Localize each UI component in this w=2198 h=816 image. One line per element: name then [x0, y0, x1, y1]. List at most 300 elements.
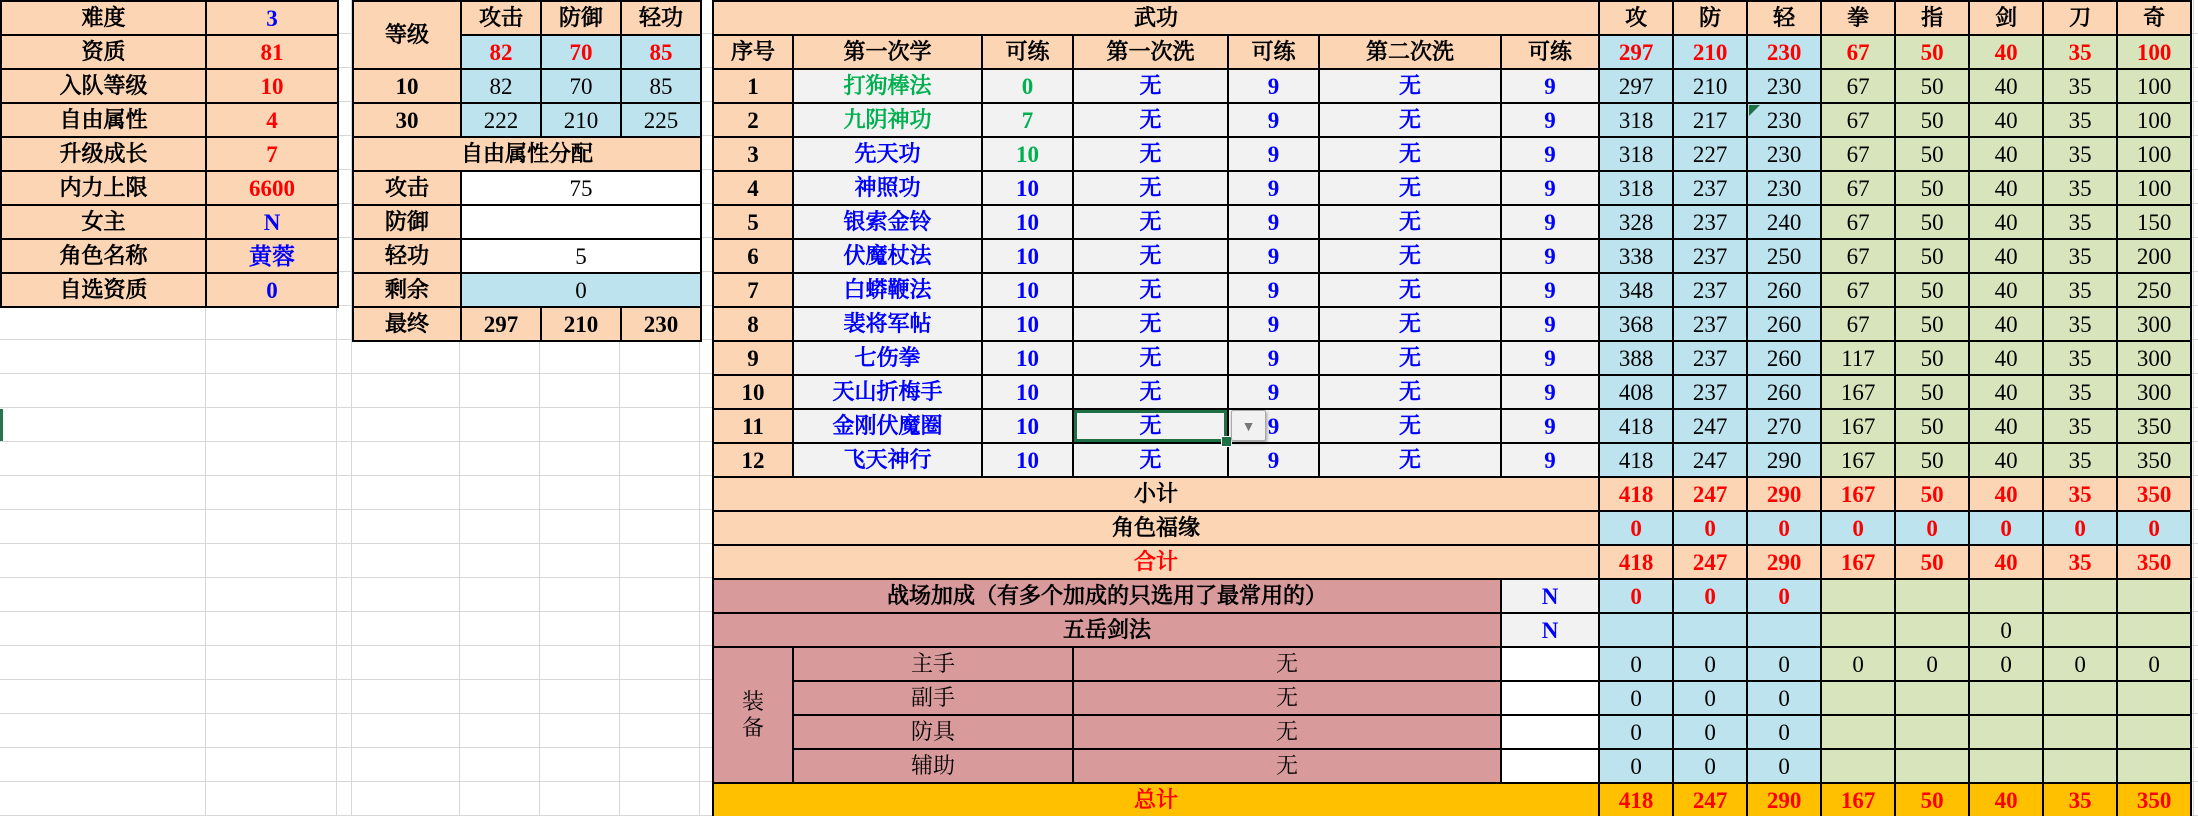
stat-value-cell[interactable]: 0 [1599, 681, 1673, 715]
stat-value-cell[interactable]: 338 [1599, 239, 1673, 273]
stat-value-cell[interactable]: 230 [1747, 69, 1821, 103]
stat-value-cell[interactable]: 0 [1599, 579, 1673, 613]
stat-value-cell[interactable]: 350 [2117, 477, 2191, 511]
alloc-value-cell[interactable] [461, 205, 701, 239]
stat-value-cell[interactable]: 35 [2043, 35, 2117, 69]
stat-value-cell[interactable]: 50 [1895, 171, 1969, 205]
second-wash-cell[interactable]: 无 [1319, 69, 1501, 103]
stat-value-cell[interactable]: 260 [1747, 307, 1821, 341]
stat-value-cell[interactable]: 0 [1821, 647, 1895, 681]
martial-art-name-cell[interactable]: 伏魔杖法 [793, 239, 982, 273]
martial-art-name-cell[interactable]: 金刚伏魔圈 [793, 409, 982, 443]
stat-value-cell[interactable]: 368 [1599, 307, 1673, 341]
stat-value-cell[interactable]: 247 [1673, 545, 1747, 579]
equipment-value-cell[interactable]: 无 [1073, 647, 1501, 681]
stat-value-cell[interactable]: 230 [1747, 137, 1821, 171]
stat-value-cell[interactable]: 50 [1895, 239, 1969, 273]
row-seq: 8 [713, 307, 793, 341]
stat-value-cell[interactable]: 250 [1747, 239, 1821, 273]
stat-value-cell[interactable]: 300 [2117, 307, 2191, 341]
stat-value-cell[interactable]: 0 [1673, 647, 1747, 681]
stat-value-cell[interactable]: 418 [1599, 443, 1673, 477]
trainable-cell[interactable]: 10 [982, 307, 1073, 341]
trainable-cell[interactable]: 9 [1501, 409, 1599, 443]
second-wash-cell[interactable]: 无 [1319, 375, 1501, 409]
martial-art-name-cell[interactable]: 白蟒鞭法 [793, 273, 982, 307]
stat-value-cell[interactable]: 230 [1747, 103, 1821, 137]
stat-value-cell[interactable]: 0 [1747, 579, 1821, 613]
stat-value-cell[interactable]: 40 [1969, 239, 2043, 273]
stat-value-cell[interactable]: 297 [1599, 69, 1673, 103]
stat-value-cell[interactable]: 388 [1599, 341, 1673, 375]
stat-value-cell[interactable] [1969, 579, 2043, 613]
info-value-cell[interactable]: 6600 [206, 171, 338, 205]
trainable-cell[interactable]: 7 [982, 103, 1073, 137]
battlefield-flag-cell[interactable]: N [1501, 579, 1599, 613]
stat-value-cell[interactable] [2043, 681, 2117, 715]
stat-value-cell[interactable]: 0 [2043, 647, 2117, 681]
trainable-cell[interactable]: 9 [1228, 443, 1319, 477]
stat-value-cell[interactable]: 40 [1969, 409, 2043, 443]
stat-value-cell[interactable]: 67 [1821, 69, 1895, 103]
trainable-cell[interactable]: 10 [982, 443, 1073, 477]
stat-value-cell[interactable] [1821, 749, 1895, 783]
stat-value-cell[interactable]: 328 [1599, 205, 1673, 239]
trainable-cell[interactable]: 9 [1228, 103, 1319, 137]
first-wash-cell[interactable]: 无 [1073, 103, 1228, 137]
stat-value-cell[interactable] [1969, 681, 2043, 715]
stat-value-cell[interactable]: 237 [1673, 171, 1747, 205]
stat-value-cell[interactable]: 50 [1895, 35, 1969, 69]
stat-value-cell[interactable]: 350 [2117, 409, 2191, 443]
stat-value-cell[interactable]: 100 [2117, 69, 2191, 103]
stat-value-cell[interactable] [2117, 681, 2191, 715]
attr-growth-value-cell[interactable]: 82 [461, 69, 541, 103]
stat-value-cell[interactable]: 0 [1673, 749, 1747, 783]
stat-value-cell[interactable]: 230 [1747, 35, 1821, 69]
trainable-cell[interactable]: 9 [1228, 341, 1319, 375]
stat-value-cell[interactable]: 35 [2043, 477, 2117, 511]
stat-value-cell[interactable]: 237 [1673, 375, 1747, 409]
trainable-cell[interactable]: 9 [1501, 375, 1599, 409]
first-wash-cell[interactable]: 无 [1073, 273, 1228, 307]
stat-value-cell[interactable]: 250 [2117, 273, 2191, 307]
stat-value-cell[interactable]: 0 [1969, 647, 2043, 681]
first-wash-cell[interactable]: 无 [1073, 341, 1228, 375]
stat-value-cell[interactable] [2043, 749, 2117, 783]
stat-value-cell[interactable]: 67 [1821, 273, 1895, 307]
trainable-cell[interactable]: 10 [982, 273, 1073, 307]
info-value-cell[interactable]: 0 [206, 273, 338, 307]
stat-value-cell[interactable]: 67 [1821, 205, 1895, 239]
info-value-cell[interactable]: 7 [206, 137, 338, 171]
stat-value-cell[interactable] [2117, 749, 2191, 783]
stat-value-cell[interactable]: 150 [2117, 205, 2191, 239]
stat-value-cell[interactable] [1821, 715, 1895, 749]
stat-value-cell[interactable]: 50 [1895, 103, 1969, 137]
trainable-cell[interactable]: 9 [1228, 69, 1319, 103]
trainable-cell[interactable]: 9 [1501, 443, 1599, 477]
second-wash-cell[interactable]: 无 [1319, 137, 1501, 171]
stat-value-cell[interactable]: 348 [1599, 273, 1673, 307]
stat-value-cell[interactable]: 0 [1599, 749, 1673, 783]
stat-value-cell[interactable]: 35 [2043, 545, 2117, 579]
trainable-cell[interactable]: 9 [1501, 341, 1599, 375]
stat-value-cell[interactable] [2117, 579, 2191, 613]
stat-value-cell[interactable]: 167 [1821, 375, 1895, 409]
stat-value-cell[interactable]: 40 [1969, 273, 2043, 307]
stat-value-cell[interactable]: 247 [1673, 443, 1747, 477]
trainable-cell[interactable]: 9 [1228, 307, 1319, 341]
first-wash-cell[interactable]: 无 [1073, 137, 1228, 171]
stat-value-cell[interactable] [1969, 749, 2043, 783]
second-wash-cell[interactable]: 无 [1319, 409, 1501, 443]
stat-value-cell[interactable]: 40 [1969, 205, 2043, 239]
first-wash-cell[interactable]: 无 [1073, 69, 1228, 103]
stat-value-cell[interactable]: 200 [2117, 239, 2191, 273]
first-wash-cell[interactable]: 无 [1073, 239, 1228, 273]
stat-value-cell[interactable]: 50 [1895, 783, 1969, 816]
trainable-cell[interactable]: 10 [982, 341, 1073, 375]
stat-value-cell[interactable]: 418 [1599, 409, 1673, 443]
equipment-value-cell[interactable]: 无 [1073, 749, 1501, 783]
stat-value-cell[interactable]: 350 [2117, 443, 2191, 477]
stat-col-header: 拳 [1821, 1, 1895, 35]
stat-value-cell[interactable]: 100 [2117, 171, 2191, 205]
stat-value-cell[interactable]: 0 [1599, 647, 1673, 681]
stat-value-cell[interactable]: 0 [1747, 681, 1821, 715]
final-value-cell[interactable]: 230 [621, 307, 701, 341]
stat-value-cell[interactable]: 0 [2117, 511, 2191, 545]
level-row-label: 10 [353, 69, 461, 103]
martial-art-name-cell[interactable]: 飞天神行 [793, 443, 982, 477]
info-value-cell[interactable]: N [206, 205, 338, 239]
stat-value-cell[interactable]: 418 [1599, 477, 1673, 511]
final-value-cell[interactable]: 297 [461, 307, 541, 341]
stat-value-cell[interactable]: 167 [1821, 545, 1895, 579]
stat-value-cell[interactable]: 35 [2043, 443, 2117, 477]
stat-value-cell[interactable]: 50 [1895, 477, 1969, 511]
stat-value-cell[interactable]: 0 [1895, 511, 1969, 545]
second-wash-cell[interactable]: 无 [1319, 307, 1501, 341]
trainable-cell[interactable]: 9 [1228, 171, 1319, 205]
stat-value-cell[interactable]: 35 [2043, 239, 2117, 273]
stat-value-cell[interactable]: 300 [2117, 341, 2191, 375]
stat-value-cell[interactable]: 247 [1673, 409, 1747, 443]
trainable-cell[interactable]: 9 [1501, 273, 1599, 307]
stat-value-cell[interactable]: 260 [1747, 273, 1821, 307]
stat-value-cell[interactable]: 35 [2043, 307, 2117, 341]
martial-col-header: 序号 [713, 35, 793, 69]
stat-value-cell[interactable]: 300 [2117, 375, 2191, 409]
stat-value-cell[interactable]: 290 [1747, 477, 1821, 511]
stat-value-cell[interactable]: 40 [1969, 783, 2043, 816]
stat-value-cell[interactable]: 50 [1895, 137, 1969, 171]
trainable-cell[interactable]: 9 [1501, 171, 1599, 205]
stat-value-cell[interactable]: 40 [1969, 477, 2043, 511]
trainable-cell[interactable]: 9 [1228, 239, 1319, 273]
stat-col-header: 奇 [2117, 1, 2191, 35]
stat-value-cell[interactable]: 117 [1821, 341, 1895, 375]
second-wash-cell[interactable]: 无 [1319, 103, 1501, 137]
trainable-cell[interactable]: 9 [1228, 409, 1319, 443]
stat-value-cell[interactable]: 418 [1599, 545, 1673, 579]
stat-value-cell[interactable]: 35 [2043, 205, 2117, 239]
attr-growth-value-cell[interactable]: 225 [621, 103, 701, 137]
second-wash-cell[interactable]: 无 [1319, 341, 1501, 375]
attr-growth-value-cell[interactable]: 210 [541, 103, 621, 137]
trainable-cell[interactable]: 10 [982, 205, 1073, 239]
trainable-cell[interactable]: 10 [982, 239, 1073, 273]
stat-value-cell[interactable]: 40 [1969, 375, 2043, 409]
stat-col-header: 攻 [1599, 1, 1673, 35]
stat-value-cell[interactable]: 100 [2117, 35, 2191, 69]
stat-value-cell[interactable]: 40 [1969, 35, 2043, 69]
stat-value-cell[interactable]: 0 [2117, 647, 2191, 681]
martial-art-name-cell[interactable]: 裴将军帖 [793, 307, 982, 341]
trainable-cell[interactable]: 10 [982, 375, 1073, 409]
stat-value-cell[interactable]: 0 [1673, 681, 1747, 715]
first-wash-cell[interactable]: 无 [1073, 205, 1228, 239]
stat-value-cell[interactable]: 50 [1895, 409, 1969, 443]
equipment-value-cell[interactable]: 无 [1073, 681, 1501, 715]
stat-value-cell[interactable]: 0 [2043, 511, 2117, 545]
stat-value-cell[interactable]: 350 [2117, 545, 2191, 579]
second-wash-cell[interactable]: 无 [1319, 205, 1501, 239]
stat-value-cell[interactable]: 40 [1969, 171, 2043, 205]
trainable-cell[interactable]: 10 [982, 171, 1073, 205]
stat-value-cell[interactable]: 100 [2117, 103, 2191, 137]
stat-value-cell[interactable]: 35 [2043, 273, 2117, 307]
empty-cell[interactable] [1501, 749, 1599, 783]
trainable-cell[interactable]: 9 [1501, 205, 1599, 239]
stat-value-cell[interactable]: 260 [1747, 341, 1821, 375]
second-wash-cell[interactable]: 无 [1319, 273, 1501, 307]
stat-value-cell[interactable]: 0 [1895, 647, 1969, 681]
stat-value-cell[interactable]: 0 [1747, 647, 1821, 681]
trainable-cell[interactable]: 10 [982, 409, 1073, 443]
stat-value-cell[interactable]: 318 [1599, 103, 1673, 137]
stat-value-cell[interactable]: 167 [1821, 443, 1895, 477]
stat-value-cell[interactable]: 237 [1673, 341, 1747, 375]
stat-value-cell[interactable]: 35 [2043, 341, 2117, 375]
stat-value-cell[interactable]: 0 [1673, 715, 1747, 749]
stat-value-cell[interactable]: 0 [1821, 511, 1895, 545]
first-wash-cell[interactable]: 无 [1073, 375, 1228, 409]
attr-base-value-cell[interactable]: 82 [461, 35, 541, 69]
attr-growth-value-cell[interactable]: 85 [621, 69, 701, 103]
attr-growth-value-cell[interactable]: 70 [541, 69, 621, 103]
attr-base-value-cell[interactable]: 85 [621, 35, 701, 69]
trainable-cell[interactable]: 10 [982, 137, 1073, 171]
stat-value-cell[interactable]: 0 [1747, 715, 1821, 749]
stat-value-cell[interactable] [1895, 681, 1969, 715]
stat-value-cell[interactable]: 35 [2043, 103, 2117, 137]
trainable-cell[interactable]: 9 [1228, 273, 1319, 307]
stat-value-cell[interactable]: 35 [2043, 69, 2117, 103]
stat-value-cell[interactable] [1599, 613, 1673, 647]
info-value-cell[interactable]: 81 [206, 35, 338, 69]
stat-value-cell[interactable]: 290 [1747, 545, 1821, 579]
info-value-cell[interactable]: 黄蓉 [206, 239, 338, 273]
stat-value-cell[interactable]: 67 [1821, 103, 1895, 137]
stat-value-cell[interactable]: 35 [2043, 137, 2117, 171]
martial-art-name-cell[interactable]: 九阴神功 [793, 103, 982, 137]
stat-value-cell[interactable]: 0 [1673, 511, 1747, 545]
martial-art-name-cell[interactable]: 神照功 [793, 171, 982, 205]
stat-value-cell[interactable]: 40 [1969, 443, 2043, 477]
stat-value-cell[interactable]: 50 [1895, 205, 1969, 239]
stat-value-cell[interactable]: 40 [1969, 307, 2043, 341]
stat-value-cell[interactable]: 350 [2117, 783, 2191, 816]
empty-cell[interactable] [1501, 647, 1599, 681]
info-value-cell[interactable]: 3 [206, 1, 338, 35]
stat-value-cell[interactable] [2117, 715, 2191, 749]
stat-value-cell[interactable]: 0 [1747, 749, 1821, 783]
stat-value-cell[interactable] [1895, 749, 1969, 783]
first-wash-cell[interactable]: 无 [1073, 409, 1228, 443]
stat-value-cell[interactable]: 0 [1747, 511, 1821, 545]
stat-value-cell[interactable]: 67 [1821, 171, 1895, 205]
cell-dropdown-button[interactable] [1231, 410, 1266, 441]
stat-value-cell[interactable]: 0 [1969, 511, 2043, 545]
stat-value-cell[interactable]: 237 [1673, 205, 1747, 239]
second-wash-cell[interactable]: 无 [1319, 443, 1501, 477]
stat-value-cell[interactable]: 67 [1821, 239, 1895, 273]
trainable-cell[interactable]: 9 [1228, 205, 1319, 239]
trainable-cell[interactable]: 9 [1228, 137, 1319, 171]
trainable-cell[interactable]: 9 [1228, 375, 1319, 409]
character-info-panel [0, 0, 339, 308]
stat-value-cell[interactable]: 35 [2043, 171, 2117, 205]
stat-value-cell[interactable]: 50 [1895, 307, 1969, 341]
stat-value-cell[interactable]: 167 [1821, 477, 1895, 511]
stat-value-cell[interactable] [2043, 613, 2117, 647]
stat-value-cell[interactable]: 260 [1747, 375, 1821, 409]
stat-value-cell[interactable]: 0 [1599, 715, 1673, 749]
attr-growth-value-cell[interactable]: 222 [461, 103, 541, 137]
stat-value-cell[interactable]: 237 [1673, 307, 1747, 341]
stat-value-cell[interactable] [1969, 715, 2043, 749]
second-wash-cell[interactable]: 无 [1319, 171, 1501, 205]
trainable-cell[interactable]: 0 [982, 69, 1073, 103]
stat-value-cell[interactable]: 408 [1599, 375, 1673, 409]
stat-value-cell[interactable]: 67 [1821, 35, 1895, 69]
attr-base-value-cell[interactable]: 70 [541, 35, 621, 69]
stat-value-cell[interactable]: 35 [2043, 375, 2117, 409]
stat-value-cell[interactable] [2043, 715, 2117, 749]
stat-value-cell[interactable]: 290 [1747, 443, 1821, 477]
stat-value-cell[interactable]: 217 [1673, 103, 1747, 137]
martial-col-header: 可练 [982, 35, 1073, 69]
stat-value-cell[interactable]: 35 [2043, 783, 2117, 816]
stat-value-cell[interactable]: 40 [1969, 69, 2043, 103]
stat-value-cell[interactable] [1895, 579, 1969, 613]
first-wash-cell[interactable]: 无 [1073, 171, 1228, 205]
martial-art-name-cell[interactable]: 银索金铃 [793, 205, 982, 239]
trainable-cell[interactable]: 9 [1501, 103, 1599, 137]
stat-value-cell[interactable] [2117, 613, 2191, 647]
stat-value-cell[interactable]: 67 [1821, 137, 1895, 171]
martial-art-name-cell[interactable]: 打狗棒法 [793, 69, 982, 103]
martial-art-name-cell[interactable]: 先天功 [793, 137, 982, 171]
final-value-cell[interactable]: 210 [541, 307, 621, 341]
alloc-value-cell[interactable]: 75 [461, 171, 701, 205]
stat-value-cell[interactable]: 0 [1673, 579, 1747, 613]
equipment-value-cell[interactable]: 无 [1073, 715, 1501, 749]
stat-value-cell[interactable]: 227 [1673, 137, 1747, 171]
stat-value-cell[interactable]: 240 [1747, 205, 1821, 239]
stat-value-cell[interactable]: 50 [1895, 273, 1969, 307]
info-value-cell[interactable]: 10 [206, 69, 338, 103]
wuyue-flag-cell[interactable]: N [1501, 613, 1599, 647]
stat-value-cell[interactable]: 270 [1747, 409, 1821, 443]
trainable-cell[interactable]: 9 [1501, 239, 1599, 273]
stat-value-cell[interactable]: 210 [1673, 35, 1747, 69]
stat-value-cell[interactable]: 247 [1673, 783, 1747, 816]
martial-art-name-cell[interactable]: 天山折梅手 [793, 375, 982, 409]
stat-value-cell[interactable]: 40 [1969, 137, 2043, 171]
stat-value-cell[interactable]: 237 [1673, 273, 1747, 307]
trainable-cell[interactable]: 9 [1501, 307, 1599, 341]
stat-value-cell[interactable] [2043, 579, 2117, 613]
trainable-cell[interactable]: 9 [1501, 137, 1599, 171]
stat-value-cell[interactable]: 0 [1599, 511, 1673, 545]
stat-value-cell[interactable]: 297 [1599, 35, 1673, 69]
stat-value-cell[interactable] [1747, 613, 1821, 647]
empty-cell[interactable] [1501, 715, 1599, 749]
stat-value-cell[interactable]: 290 [1747, 783, 1821, 816]
stat-value-cell[interactable]: 40 [1969, 341, 2043, 375]
martial-art-name-cell[interactable]: 七伤拳 [793, 341, 982, 375]
info-value-cell[interactable]: 4 [206, 103, 338, 137]
stat-value-cell[interactable]: 418 [1599, 783, 1673, 816]
stat-value-cell[interactable]: 50 [1895, 69, 1969, 103]
stat-value-cell[interactable]: 100 [2117, 137, 2191, 171]
stat-value-cell[interactable]: 237 [1673, 239, 1747, 273]
stat-value-cell[interactable] [1821, 613, 1895, 647]
stat-value-cell[interactable]: 210 [1673, 69, 1747, 103]
second-wash-cell[interactable]: 无 [1319, 239, 1501, 273]
first-wash-cell[interactable]: 无 [1073, 443, 1228, 477]
stat-value-cell[interactable]: 0 [1969, 613, 2043, 647]
first-wash-cell[interactable]: 无 [1073, 307, 1228, 341]
stat-value-cell[interactable] [1895, 715, 1969, 749]
stat-value-cell[interactable]: 50 [1895, 443, 1969, 477]
stat-value-cell[interactable]: 50 [1895, 375, 1969, 409]
stat-value-cell[interactable] [1673, 613, 1747, 647]
stat-value-cell[interactable]: 40 [1969, 103, 2043, 137]
stat-value-cell[interactable]: 50 [1895, 341, 1969, 375]
alloc-value-cell[interactable]: 5 [461, 239, 701, 273]
stat-value-cell[interactable]: 67 [1821, 307, 1895, 341]
stat-value-cell[interactable]: 318 [1599, 137, 1673, 171]
stat-value-cell[interactable] [1895, 613, 1969, 647]
stat-value-cell[interactable]: 247 [1673, 477, 1747, 511]
stat-value-cell[interactable]: 318 [1599, 171, 1673, 205]
stat-value-cell[interactable]: 167 [1821, 409, 1895, 443]
stat-value-cell[interactable]: 35 [2043, 409, 2117, 443]
trainable-cell[interactable]: 9 [1501, 69, 1599, 103]
stat-value-cell[interactable]: 50 [1895, 545, 1969, 579]
empty-cell[interactable] [1501, 681, 1599, 715]
stat-value-cell[interactable] [1821, 681, 1895, 715]
alloc-value-cell[interactable]: 0 [461, 273, 701, 307]
stat-value-cell[interactable]: 230 [1747, 171, 1821, 205]
stat-value-cell[interactable] [1821, 579, 1895, 613]
stat-value-cell[interactable]: 167 [1821, 783, 1895, 816]
stat-value-cell[interactable]: 40 [1969, 545, 2043, 579]
